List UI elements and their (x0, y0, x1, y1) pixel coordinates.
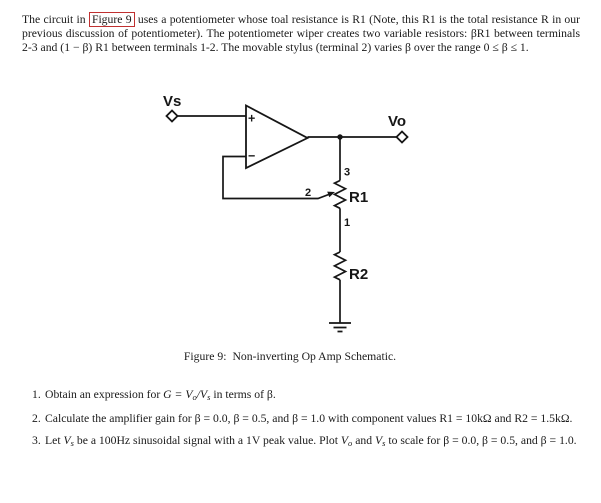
vs-label: Vs (163, 93, 182, 110)
terminal-1-label: 1 (344, 217, 351, 229)
math-subscript: o (192, 392, 197, 402)
item-2-number: 2. (32, 412, 41, 425)
vo-terminal-diamond (397, 132, 408, 143)
problem-item-3 (32, 434, 580, 450)
figure-9-link[interactable]: Figure 9 (89, 12, 135, 27)
paragraph-text-before: The circuit in (22, 13, 89, 26)
terminal-3-label: 3 (344, 166, 351, 179)
math-expression: /V (196, 388, 208, 401)
feedback-wire (223, 157, 330, 199)
r1-label: R1 (349, 189, 369, 206)
ground-symbol (329, 323, 351, 332)
math-expression: G = V (163, 388, 193, 401)
terminal-2-label: 2 (305, 187, 312, 199)
r2-resistor (335, 252, 346, 280)
figure-caption (0, 350, 580, 364)
item-3-text: Let (45, 434, 64, 447)
problem-list (32, 388, 580, 458)
item-3-text-end: to scale for β = 0.0, β = 0.5, and β = 1.0. (385, 434, 577, 447)
paragraph-text-after: uses a potentiometer whose toal resistance is R1 (Note, this R1 is the total resistance R in our previous discussion of potentiometer). The potentiometer wiper creates two variable resistors: βR1 between terminals 2-3 and (1 − β) R1 between terminals 1-2. The movable stylus (terminal 2) varies β over the range 0 ≤ β ≤ 1. (22, 13, 581, 54)
item-3-text: and (352, 434, 375, 447)
item-3-number: 3. (32, 434, 41, 447)
math-subscript: s (382, 438, 386, 448)
opamp-plus-sign: + (248, 111, 256, 126)
math-expression: V (63, 434, 71, 447)
vs-terminal-diamond (167, 111, 178, 122)
r2-label: R2 (349, 266, 369, 283)
math-expression: V (340, 434, 349, 447)
caption-label: Figure 9: (183, 350, 227, 363)
item-1-text: Obtain an expression for (45, 388, 164, 401)
item-3-text: be a 100Hz sinusoidal signal with a 1V peak value. Plot (73, 434, 341, 447)
item-1-text-end: in terms of β. (210, 388, 276, 401)
item-1-number: 1. (32, 388, 41, 401)
math-subscript: s (70, 438, 74, 448)
caption-text: Non-inverting Op Amp Schematic. (232, 350, 397, 363)
r1-potentiometer (335, 181, 346, 209)
problem-item-2 (32, 412, 580, 426)
problem-item-1 (32, 388, 580, 404)
math-subscript: s (207, 392, 211, 402)
math-expression: V (375, 434, 383, 447)
math-subscript: o (348, 438, 353, 448)
item-2-text: Calculate the amplifier gain for β = 0.0, β = 0.5, and β = 1.0 with component values R1 = 10kΩ and R2 = 1.5kΩ. (45, 412, 573, 425)
opamp-minus-sign: − (248, 149, 256, 163)
vo-label: Vo (388, 113, 407, 130)
